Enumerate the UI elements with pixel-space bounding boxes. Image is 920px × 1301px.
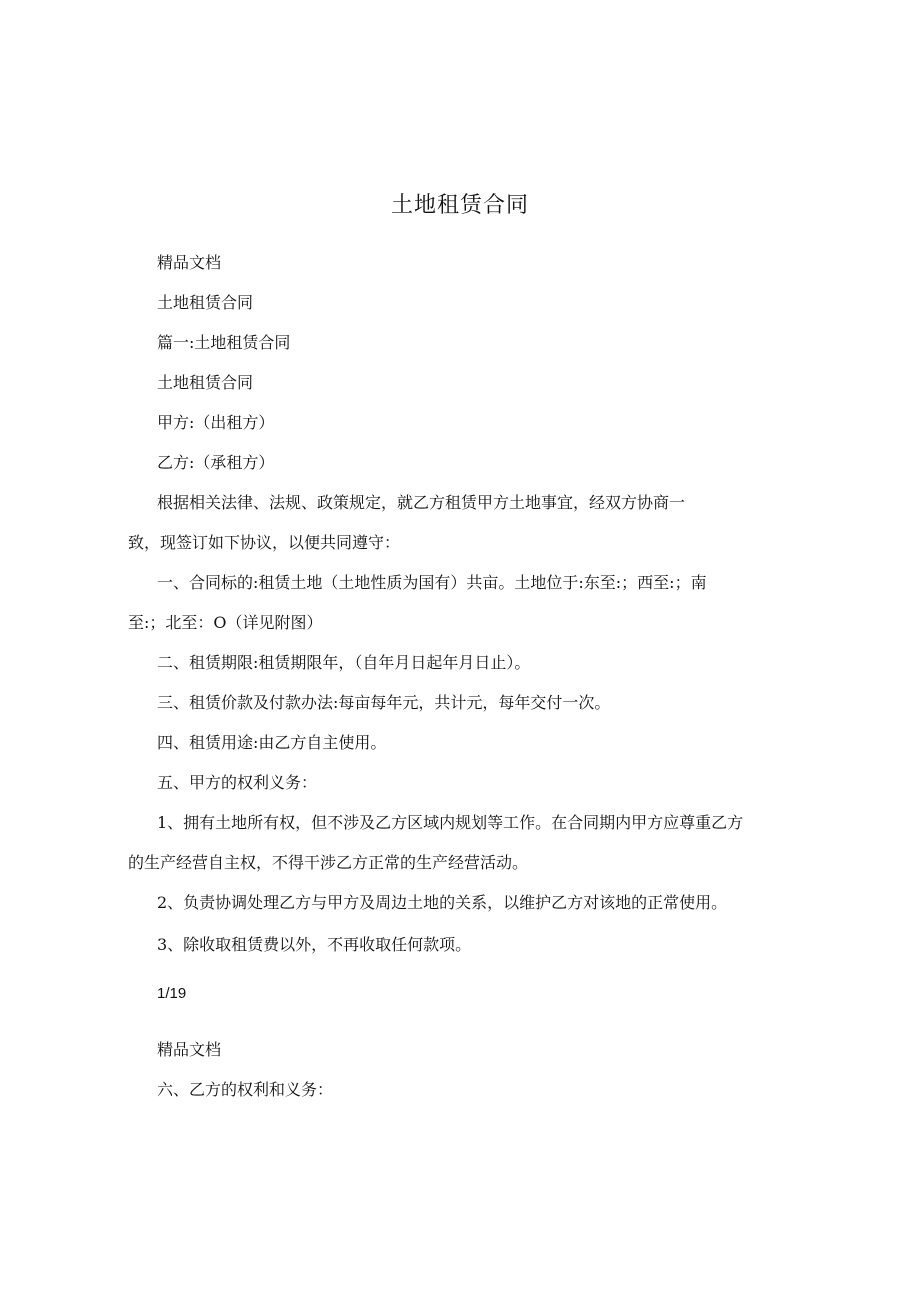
clause-5-1-line-2: 的生产经营自主权，不得干涉乙方正常的生产经营活动。	[128, 853, 529, 872]
clause-1-line-1: 一、合同标的:租赁土地（土地性质为国有）共亩。土地位于:东至:；西至:；南	[157, 573, 707, 592]
preamble-line-1: 根据相关法律、法规、政策规定，就乙方租赁甲方土地事宜，经双方协商一	[157, 493, 686, 512]
clause-1-line-2: 至:；北至：O（详见附图）	[128, 613, 323, 632]
contract-name: 土地租赁合同	[157, 373, 254, 392]
header-label: 精品文档	[157, 253, 222, 272]
party-b: 乙方:（承租方）	[157, 453, 275, 472]
chapter-heading: 篇一:土地租赁合同	[157, 333, 291, 352]
preamble-line-2: 致，现签订如下协议，以便共同遵守：	[128, 533, 401, 552]
clause-5: 五、甲方的权利义务：	[157, 773, 318, 792]
clause-2: 二、租赁期限:租赁期限年，（自年月日起年月日止）。	[157, 653, 531, 672]
subtitle: 土地租赁合同	[157, 293, 254, 312]
party-a: 甲方:（出租方）	[157, 413, 275, 432]
clause-6: 六、乙方的权利和义务：	[157, 1080, 334, 1099]
page-2-header-label: 精品文档	[157, 1040, 222, 1059]
clause-3: 三、租赁价款及付款办法:每亩每年元，共计元，每年交付一次。	[157, 693, 611, 712]
clause-4: 四、租赁用途:由乙方自主使用。	[157, 733, 387, 752]
document-title: 土地租赁合同	[390, 193, 529, 218]
clause-5-3: 3、除收取租赁费以外，不再收取任何款项。	[157, 935, 472, 954]
clause-5-2: 2、负责协调处理乙方与甲方及周边土地的关系，以维护乙方对该地的正常使用。	[157, 893, 728, 912]
page-number: 1/19	[157, 985, 187, 1002]
clause-5-1-line-1: 1、拥有土地所有权，但不涉及乙方区域内规划等工作。在合同期内甲方应尊重乙方	[157, 813, 744, 832]
